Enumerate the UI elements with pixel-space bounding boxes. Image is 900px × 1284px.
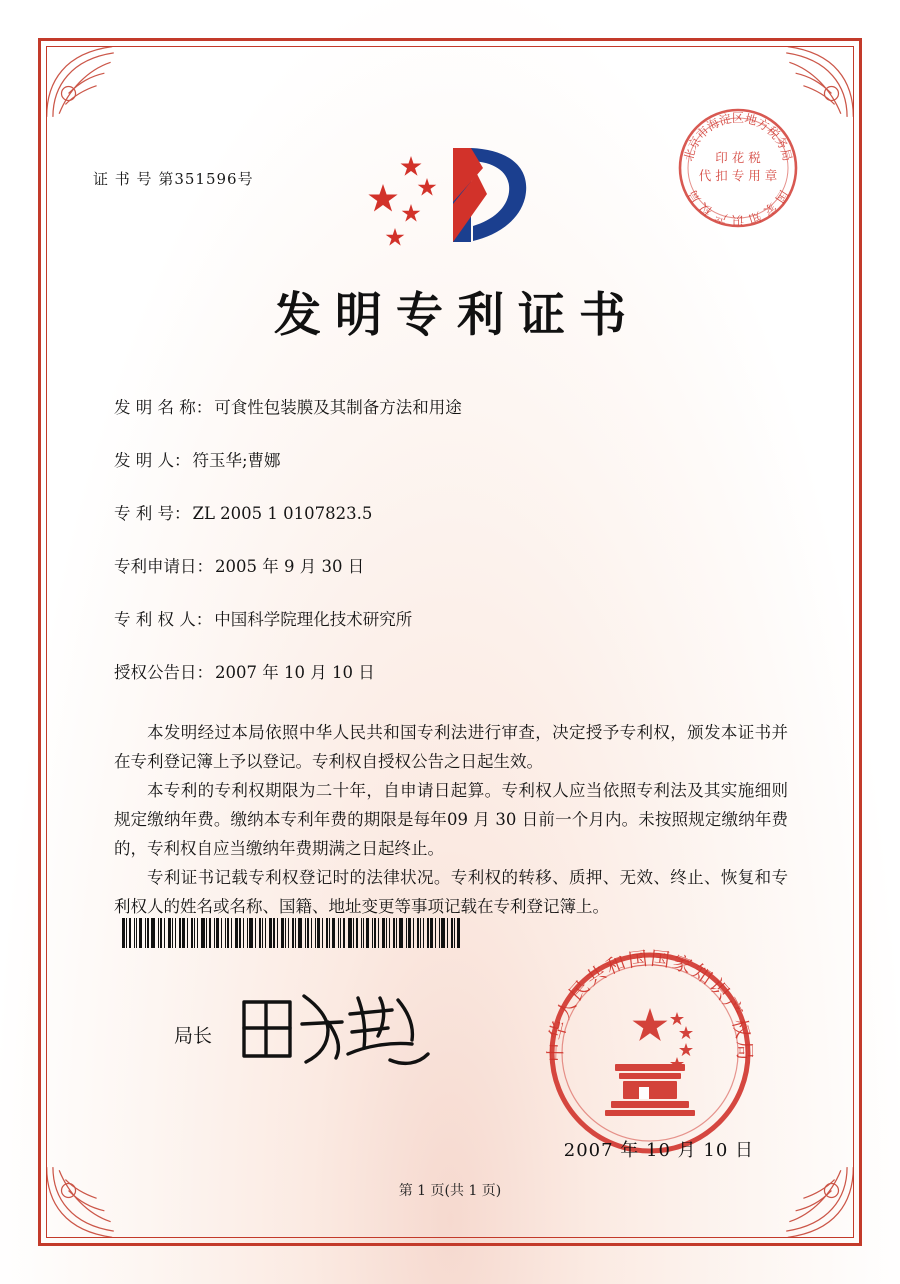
field-label: 发 明 名 称： [114,398,213,417]
field-label: 专 利 号： [114,504,191,523]
national-seal [543,946,758,1161]
field-label: 专利申请日： [114,557,213,576]
page-title: 发明专利证书 [274,288,640,343]
barcode [122,918,542,948]
patent-office-logo-icon [365,142,535,252]
certificate-number-value: 第351596号 [158,170,254,188]
field-value: 2007 年 10 月 10 日 [215,663,375,682]
director-signature [232,984,447,1072]
svg-text:国 家 知 识 产 权 局: 国 家 知 识 产 权 局 [685,187,791,227]
field-value: 可食性包装膜及其制备方法和用途 [214,398,462,417]
field-row [114,606,786,630]
legal-text-block [114,718,788,921]
field-value: ZL 2005 1 0107823.5 [192,504,373,523]
field-row [114,659,786,683]
field-row [114,553,786,577]
field-value: 中国科学院理化技术研究所 [214,610,413,629]
svg-text:印 花 税: 印 花 税 [715,150,761,165]
issue-date: 2007 年 10 月 10 日 [563,1140,754,1161]
tax-stamp-seal [674,104,802,232]
field-value: 2005 年 9 月 30 日 [215,557,365,576]
field-label: 发 明 人： [114,451,191,470]
field-row [114,394,786,418]
field-row [114,500,786,524]
svg-text:代 扣 专 用 章: 代 扣 专 用 章 [698,168,778,183]
field-value: 符玉华;曹娜 [192,451,281,470]
field-label: 授权公告日： [114,663,213,682]
field-row [114,447,786,471]
legal-paragraph: 本发明经过本局依照中华人民共和国专利法进行审查，决定授予专利权，颁发本证书并在专利登记簿上予以登记。专利权自授权公告之日起生效。 [114,723,788,771]
legal-paragraph: 本专利的专利权期限为二十年，自申请日起算。专利权人应当依照专利法及其实施细则规定缴纳年费。缴纳本专利年费的期限是每年09 月 30 日前一个月内。未按照规定缴纳年费的，专利权自应当缴纳年费期满之日起终止。 [114,781,788,858]
field-label: 专 利 权 人： [114,610,213,629]
svg-text:中华人民共和国国家知识产权局: 中华人民共和国国家知识产权局 [544,947,756,1063]
legal-paragraph: 专利证书记载专利权登记时的法律状况。专利权的转移、质押、无效、终止、恢复和专利权人的姓名或名称、国籍、地址变更等事项记载在专利登记簿上。 [114,868,788,916]
certificate-number-label: 证 书 号 [93,170,153,188]
page-footer: 第 1 页(共 1 页) [398,1183,502,1199]
certificate-fields [114,394,786,712]
svg-text:北京市海淀区地方税务局: 北京市海淀区地方税务局 [681,111,795,163]
signature-label: 局长 [174,1025,213,1047]
certificate-number [93,168,254,189]
